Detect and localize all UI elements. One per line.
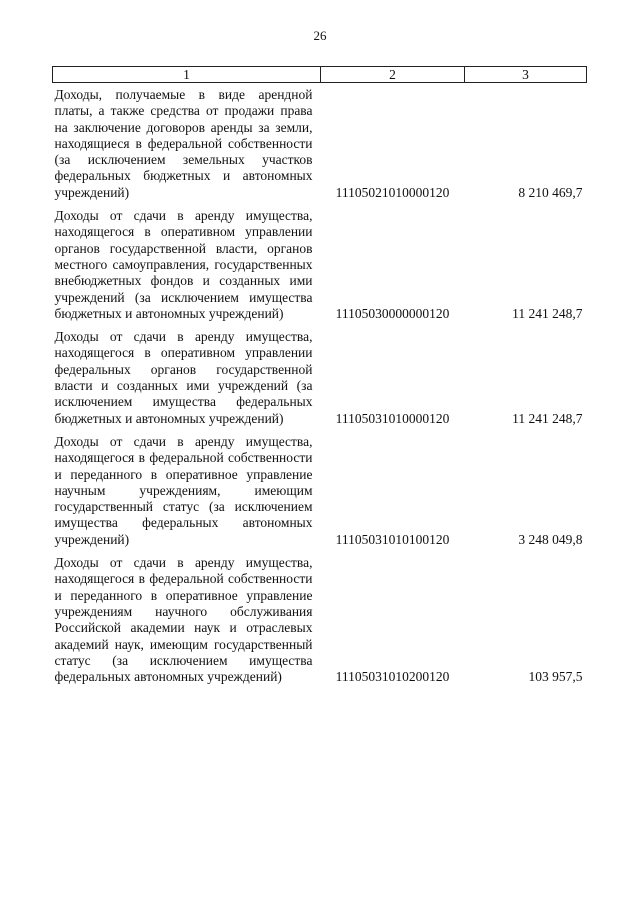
row-amount: 103 957,5: [528, 669, 583, 685]
row-amount: 3 248 049,8: [518, 531, 583, 547]
row-description: Доходы от сдачи в аренду имущества, находящегося в федеральной собственности и переданного в оперативное управление учреждениям научного обслуживания Российской академии наук и отраслевых академий наук, имеющим государственный статус (за исключением имущества федеральных автономных учреждений): [54, 555, 313, 685]
column-header-2: 2: [321, 67, 465, 83]
row-code: 11105031010000120: [335, 410, 450, 426]
table-header-row: [53, 67, 587, 83]
table-row: [53, 325, 587, 430]
row-code: 11105021010000120: [335, 184, 450, 200]
row-description: Доходы, получаемые в виде арендной платы, а также средства от продажи права на заключение договоров аренды за земли, находящиеся в федеральной собственности (за исключением земельных участков федеральных бюджетных и автономных учреждений): [54, 87, 313, 200]
row-description: Доходы от сдачи в аренду имущества, находящегося в оперативном управлении органов государственной власти, органов местного самоуправления, государственных внебюджетных фондов и созданных ими учреждений (за исключением имущества бюджетных и автономных учреждений): [54, 208, 313, 321]
page-number: 26: [313, 28, 327, 43]
row-code: 11105030000000120: [335, 305, 450, 321]
row-description: Доходы от сдачи в аренду имущества, находящегося в оперативном управлении федеральных органов государственной власти и созданных ими учреждений (за исключением имущества федеральных бюджетных и автономных учреждений): [54, 329, 313, 426]
row-amount: 11 241 248,7: [512, 410, 583, 426]
row-amount: 8 210 469,7: [518, 184, 583, 200]
column-header-3: 3: [465, 67, 587, 83]
row-code: 11105031010100120: [335, 531, 450, 547]
row-description: Доходы от сдачи в аренду имущества, находящегося в федеральной собственности и переданного в оперативное управление научным учреждениям, имеющим государственный статус (за исключением имущества федеральных автономных учреждений): [54, 433, 313, 547]
row-amount: 11 241 248,7: [512, 305, 583, 321]
table-row: [53, 551, 587, 688]
row-code: 11105031010200120: [335, 669, 450, 685]
table-row: [53, 204, 587, 325]
table-row: [53, 83, 587, 205]
table-row: [53, 430, 587, 551]
revenue-table: [52, 66, 587, 688]
column-header-1: 1: [53, 67, 321, 83]
